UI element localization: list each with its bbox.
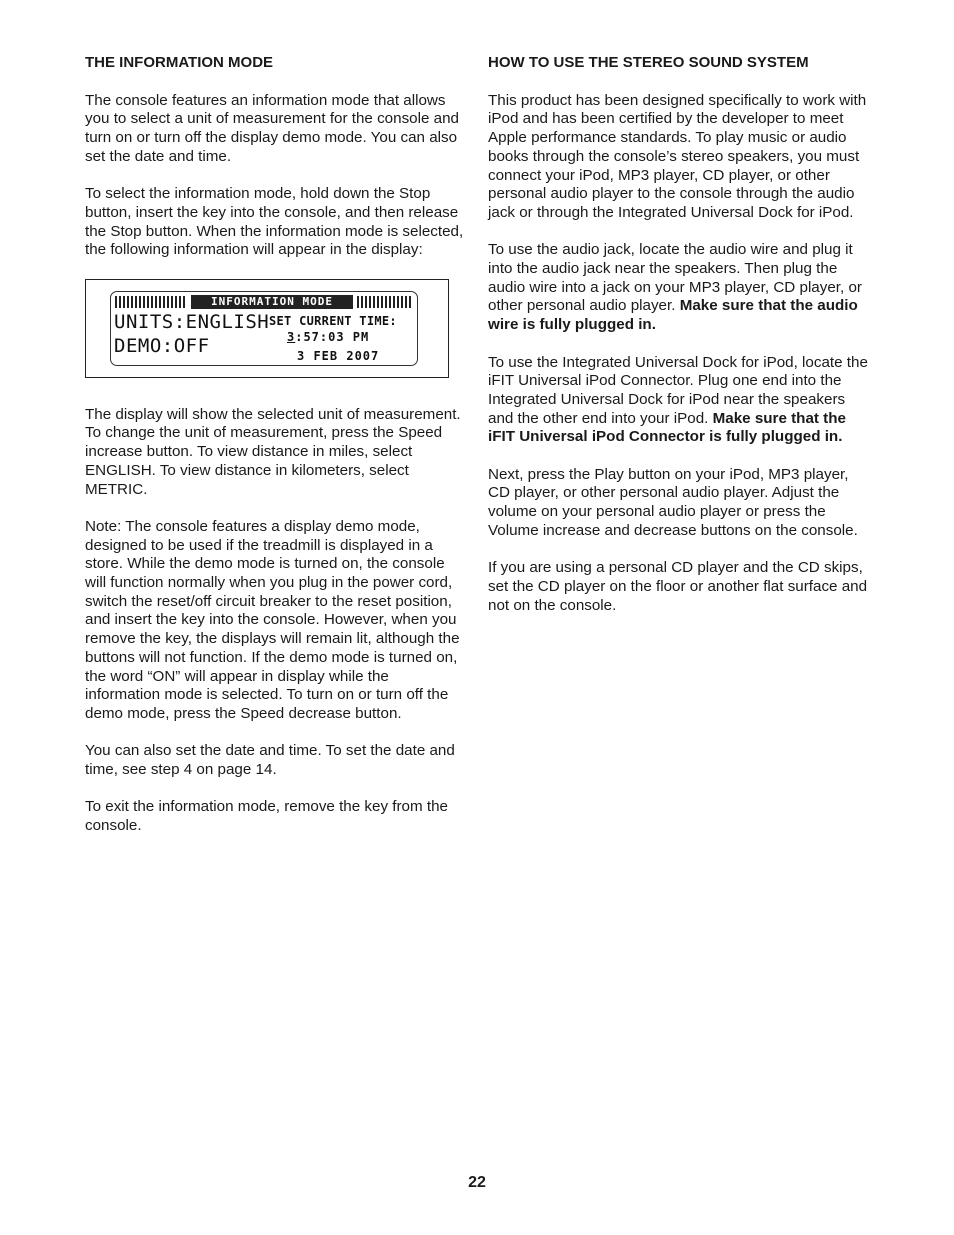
lcd-set-time-label: SET CURRENT TIME: bbox=[269, 313, 397, 328]
paragraph: To exit the information mode, remove the key from the console. bbox=[85, 798, 448, 835]
paragraph: The console features an information mode that allows you to select a unit of measurement for the console and turn on or turn off the display demo mode. You can also set the date and time. bbox=[85, 91, 459, 165]
lcd-header bbox=[115, 295, 413, 309]
lcd-clock-rest: :57:03 PM bbox=[295, 329, 370, 344]
paragraph-bold: Make sure that the audio wire is fully plugged in. bbox=[488, 297, 858, 334]
lcd-clock bbox=[287, 328, 369, 347]
lcd-date: 3 FEB 2007 bbox=[297, 348, 380, 363]
lcd-clock-hour: 3 bbox=[287, 329, 296, 344]
paragraph: You can also set the date and time. To set the date and time, see step 4 on page 14. bbox=[85, 742, 455, 779]
paragraph-text: To use the Integrated Universal Dock for iPod, locate the iFIT Universal iPod Connector. Plug one end into the Integrated Universal Dock for iPod near the speakers and the other end into your iPod. bbox=[488, 353, 868, 427]
right-column bbox=[488, 54, 870, 634]
paragraph: Next, press the Play button on your iPod, MP3 player, CD player, or other personal audio player. Adjust the volume on your personal audio player or press the Volume increase and decrease buttons on the console. bbox=[488, 465, 858, 539]
page-number: 22 bbox=[468, 1174, 486, 1191]
lcd-bars-left bbox=[115, 296, 187, 308]
paragraph: This product has been designed specifically to work with iPod and has been certified by the developer to meet Apple performance standards. To play music or audio books through the console’s stereo speakers, you must connect your iPod, MP3 player, CD player, or other personal audio player to the console through the audio jack or through the Integrated Universal Dock for iPod. bbox=[488, 91, 867, 221]
paragraph: Note: The console features a display demo mode, designed to be used if the treadmill is displayed in a store. While the demo mode is turned on, the console will function normally when you plug in the power cord, switch the reset/off circuit breaker to the reset position, and insert the key into the console. However, when you remove the key, the displays will remain lit, although the buttons will not function. If the demo mode is turned on, the word “ON” will appear in display while the information mode is selected. To turn on or turn off the demo mode, press the Speed decrease button. bbox=[85, 517, 460, 722]
paragraph-bold: Make sure that the iFIT Universal iPod Connector is fully plugged in. bbox=[488, 409, 846, 446]
lcd-screen bbox=[110, 291, 418, 366]
lcd-demo: DEMO:OFF bbox=[114, 334, 210, 357]
lcd-title: INFORMATION MODE bbox=[191, 295, 353, 309]
lcd-units: UNITS:ENGLISH bbox=[114, 310, 270, 333]
paragraph: The display will show the selected unit of measurement. To change the unit of measurement, press the Speed increase button. To view distance in miles, select ENGLISH. To view distance in kilometers, select METRIC. bbox=[85, 405, 461, 498]
left-column bbox=[85, 54, 467, 855]
lcd-bars-right bbox=[357, 296, 413, 308]
paragraph: To select the information mode, hold down the Stop button, insert the key into the console, and then release the Stop button. When the information mode is selected, the following information will appear in the display: bbox=[85, 185, 464, 259]
paragraph: If you are using a personal CD player and the CD skips, set the CD player on the floor or another flat surface and not on the console. bbox=[488, 559, 868, 614]
paragraph bbox=[488, 241, 870, 335]
stereo-sound-heading: HOW TO USE THE STEREO SOUND SYSTEM bbox=[488, 54, 809, 71]
display-illustration bbox=[85, 279, 449, 378]
paragraph bbox=[488, 354, 870, 448]
information-mode-heading: THE INFORMATION MODE bbox=[85, 54, 274, 71]
paragraph-text: To use the audio jack, locate the audio wire and plug it into the audio jack near the speakers. Then plug the audio wire into a jack on your MP3 player, CD player, or other personal audio player. bbox=[488, 241, 862, 315]
